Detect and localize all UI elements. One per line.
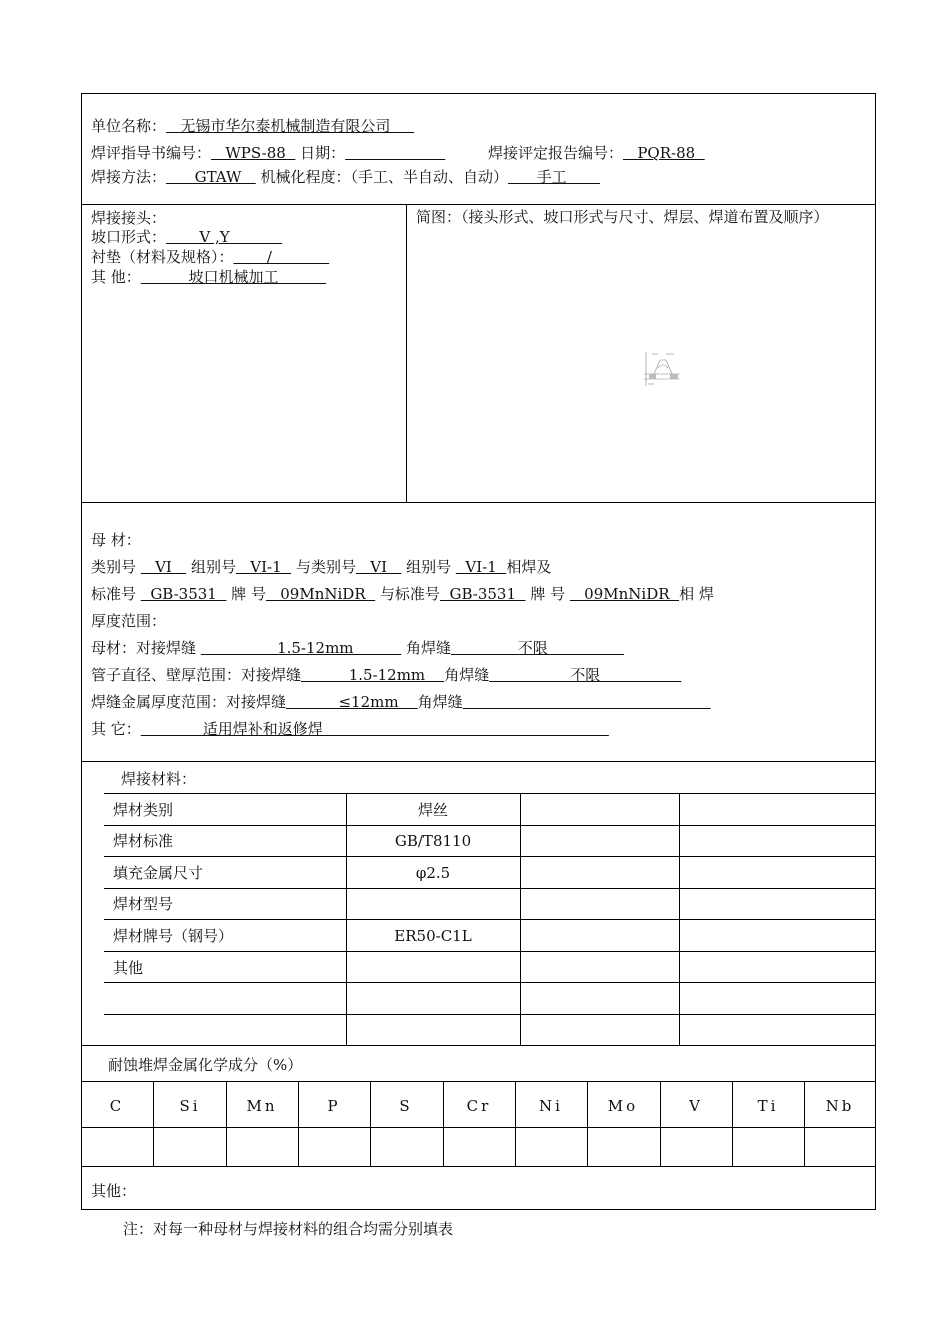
pqr-number: PQR-88	[623, 144, 705, 162]
backing-line	[91, 247, 329, 267]
table-rule	[370, 1081, 371, 1166]
joint-other-value: 坡口机械加工	[140, 268, 327, 286]
filler-title: 焊接材料：	[121, 770, 197, 788]
base-metal-title: 母 材：	[91, 531, 141, 549]
divider	[406, 204, 407, 502]
pipe-fillet-value: 不限	[489, 666, 682, 684]
table-rule	[587, 1081, 588, 1166]
sketch-label: 简图：（接头形式、坡口形式与尺寸、焊层、焊道布置及顺序）	[416, 208, 829, 226]
table-rule	[104, 951, 876, 952]
mechanization-value: 手工	[508, 168, 601, 186]
table-rule	[81, 1127, 876, 1128]
weld-with-text: 相焊及	[506, 558, 552, 576]
chem-element: P	[327, 1097, 341, 1115]
grade-value: 09MnNiDR	[265, 585, 376, 603]
base-other-line	[91, 719, 609, 739]
backing-label: 衬垫（材料及规格）：	[91, 248, 234, 266]
with-standard-label: 与标准号	[375, 585, 440, 603]
standard-label: 标准号	[91, 585, 141, 603]
bottom-other-label: 其他：	[91, 1182, 137, 1200]
chem-element: Nb	[825, 1097, 855, 1115]
mechanization-label: 机械化程度：（手工、半自动、自动）	[255, 168, 509, 186]
chem-element: C	[109, 1097, 125, 1115]
table-rule	[153, 1081, 154, 1166]
method-value: GTAW	[166, 168, 256, 186]
filler-row-label: 焊材牌号（钢号）	[113, 927, 234, 945]
unit-line	[91, 116, 414, 136]
filler-row-label: 填充金属尺寸	[113, 864, 204, 882]
table-rule	[104, 856, 876, 857]
weld-metal-butt-value: ≤12mm	[286, 693, 418, 711]
table-rule	[104, 1014, 876, 1015]
table-rule	[660, 1081, 661, 1166]
joint-other-label: 其 他：	[91, 268, 141, 286]
chem-title: 耐蚀堆焊金属化学成分（%）	[108, 1056, 303, 1074]
filler-row-value: φ2.5	[415, 864, 451, 882]
weld-metal-fillet-value	[463, 693, 711, 711]
filler-row-label: 焊材类别	[113, 801, 174, 819]
divider	[81, 761, 876, 762]
with-grade-label: 牌 号	[530, 585, 570, 603]
group-value: VI-1	[235, 558, 292, 576]
table-rule	[104, 982, 876, 983]
with-category-label: 与类别号	[291, 558, 356, 576]
with-group-value: VI-1	[455, 558, 507, 576]
groove-label: 坡口形式：	[91, 228, 167, 246]
with-grade-value: 09MnNiDR	[569, 585, 680, 603]
table-rule	[679, 793, 680, 1045]
chem-element: Ni	[539, 1097, 563, 1115]
filler-row-label: 其他	[113, 959, 144, 977]
filler-row-label: 焊材型号	[113, 895, 174, 913]
wps-number: WPS-88	[211, 144, 296, 162]
pipe-line	[91, 665, 681, 685]
pqr-label: 焊接评定报告编号：	[488, 144, 624, 162]
divider	[81, 502, 876, 503]
table-rule	[81, 1166, 876, 1167]
backing-value: /	[233, 248, 330, 266]
weld-metal-butt-label: 焊缝金属厚度范围：对接焊缝	[91, 693, 287, 711]
joint-title: 焊接接头：	[91, 209, 167, 227]
base-fillet-value: 不限	[451, 639, 625, 657]
category-line	[91, 557, 551, 577]
table-rule	[732, 1081, 733, 1166]
filler-row-value: ER50-C1L	[394, 927, 472, 945]
base-other-value: 适用焊补和返修焊	[140, 720, 609, 738]
base-butt-label: 母材：对接焊缝	[91, 639, 201, 657]
base-other-label: 其 它：	[91, 720, 141, 738]
table-rule	[443, 1081, 444, 1166]
date-value	[345, 144, 445, 162]
wps-label: 焊评指导书编号：	[91, 144, 212, 162]
method-line	[91, 167, 600, 187]
grade-label: 牌 号	[231, 585, 266, 603]
chem-element: Ti	[757, 1097, 779, 1115]
category-value: VI	[140, 558, 187, 576]
base-thickness-line	[91, 638, 624, 658]
table-rule	[804, 1081, 805, 1166]
table-rule	[104, 888, 876, 889]
pipe-butt-value: 1.5-12mm	[301, 666, 445, 684]
chem-element: V	[689, 1097, 703, 1115]
with-standard-value: GB-3531	[439, 585, 526, 603]
chem-element: Si	[179, 1097, 201, 1115]
table-rule	[81, 1081, 876, 1082]
standard-line	[91, 584, 714, 604]
thickness-title: 厚度范围：	[91, 612, 167, 630]
chem-element: Mo	[607, 1097, 639, 1115]
unit-name: 无锡市华尔泰机械制造有限公司	[166, 117, 415, 135]
table-rule	[520, 793, 521, 1045]
unit-label: 单位名称：	[91, 117, 167, 135]
chem-element: S	[399, 1097, 413, 1115]
base-fillet-label: 角焊缝	[401, 639, 451, 657]
table-rule	[104, 919, 876, 920]
group-label: 组别号	[190, 558, 236, 576]
joint-other-line	[91, 267, 326, 287]
date-label: 日期：	[295, 144, 346, 162]
table-rule	[104, 825, 876, 826]
wps-line	[91, 143, 445, 163]
pipe-butt-label: 管子直径、壁厚范围：对接焊缝	[91, 666, 302, 684]
chem-element: Mn	[246, 1097, 278, 1115]
method-label: 焊接方法：	[91, 168, 167, 186]
divider	[81, 204, 876, 205]
filler-row-label: 焊材标准	[113, 832, 174, 850]
filler-row-value: GB/T8110	[394, 832, 472, 850]
joint-sketch-image	[640, 348, 684, 390]
with-weld-text: 相 焊	[679, 585, 714, 603]
standard-value: GB-3531	[140, 585, 227, 603]
table-rule	[226, 1081, 227, 1166]
table-rule	[515, 1081, 516, 1166]
weld-metal-line	[91, 692, 711, 712]
base-butt-value: 1.5-12mm	[200, 639, 402, 657]
pipe-fillet-label: 角焊缝	[444, 666, 490, 684]
category-label: 类别号	[91, 558, 141, 576]
divider	[81, 1045, 876, 1046]
table-rule	[298, 1081, 299, 1166]
with-category-value: VI	[355, 558, 402, 576]
groove-value: V ,Y	[166, 228, 283, 246]
chem-element: Cr	[466, 1097, 492, 1115]
filler-row-value: 焊丝	[417, 801, 448, 819]
weld-metal-fillet-label: 角焊缝	[417, 693, 463, 711]
table-rule	[104, 793, 876, 794]
pqr-line	[488, 143, 705, 163]
groove-line	[91, 227, 282, 247]
footnote: 注：对每一种母材与焊接材料的组合均需分别填表	[123, 1220, 454, 1238]
with-group-label: 组别号	[406, 558, 456, 576]
